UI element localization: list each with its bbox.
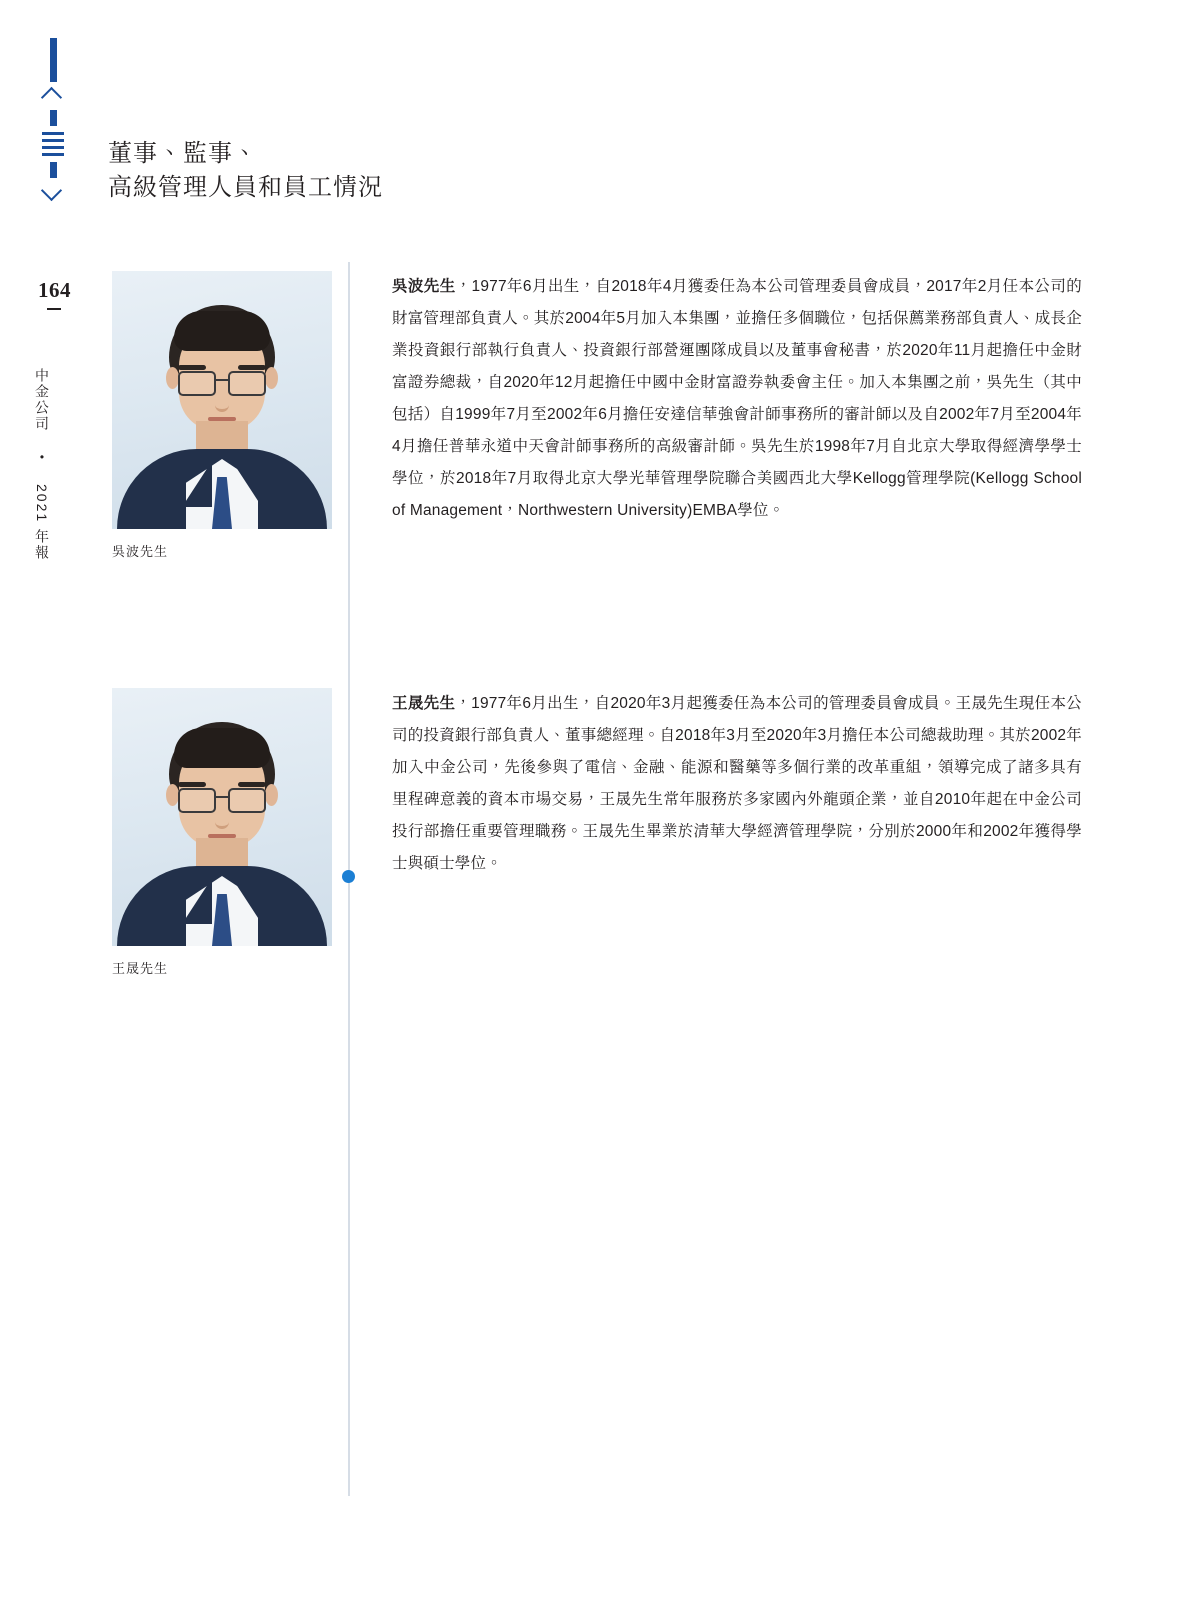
bar-marker-icon <box>50 38 57 82</box>
side-label-separator: • <box>35 450 49 466</box>
side-running-label <box>32 368 52 561</box>
side-label-year: 2021 年報 <box>34 484 50 562</box>
portrait-block <box>112 271 332 560</box>
page-title-line-1: 董事、監事、 <box>108 141 258 167</box>
page-title-line-2: 高級管理人員和員工情況 <box>108 175 383 201</box>
timeline-dot-icon <box>342 870 355 883</box>
bio-person-name: 王晟先生 <box>392 695 456 712</box>
eyeglasses-icon <box>176 788 268 810</box>
rail-icon-group <box>38 38 68 206</box>
bio-person-name: 吳波先生 <box>392 278 456 295</box>
chevron-up-icon <box>42 87 64 105</box>
bar-marker-icon <box>50 162 57 178</box>
side-label-company: 中金公司 <box>34 368 50 432</box>
bio-body-text: ，1977年6月出生，自2018年4月獲委任為本公司管理委員會成員，2017年2月任本公司的財富管理部負責人。其於2004年5月加入本集團，並擔任多個職位，包括保薦業務部負責人、成長企業投資銀行部執行負責人、投資銀行部營運團隊成員以及董事會秘書，於2020年11月起擔任中金財富證券總裁，自2020年12月起擔任中國中金財富證券執委會主任。加入本集團之前，吳先生（其中包括）自1999年7月至2002年6月擔任安達信華強會計師事務所的審計師以及自2002年7月至2004年4月擔任普華永道中天會計師事務所的高級審計師。吳先生於1998年7月自北京大學取得經濟學學士學位，於2018年7月取得北京大學光華管理學院聯合美國西北大學Kellogg管理學院(Kellogg School of Management，Northwestern University)EMBA學位。 <box>392 278 1082 519</box>
portrait-caption: 吳波先生 <box>112 544 169 559</box>
bar-marker-icon <box>50 110 57 126</box>
left-rail <box>0 0 100 1615</box>
chevron-down-icon <box>42 183 64 201</box>
bio-body-text: ，1977年6月出生，自2020年3月起獲委任為本公司的管理委員會成員。王晟先生現任本公司的投資銀行部負責人、董事總經理。自2018年3月至2020年3月擔任本公司總裁助理。其於2002年加入中金公司，先後參與了電信、金融、能源和醫藥等多個行業的改革重組，領導完成了諸多具有里程碑意義的資本市場交易，王晟先生常年服務於多家國內外龍頭企業，並自2010年起在中金公司投行部擔任重要管理職務。王晟先生畢業於清華大學經濟管理學院，分別於2000年和2002年獲得學士與碩士學位。 <box>392 695 1082 872</box>
bio-paragraph <box>392 271 1082 527</box>
portrait-block <box>112 688 332 977</box>
page-number: 164 <box>38 278 71 302</box>
page-number-rule <box>47 308 61 310</box>
portrait-caption: 王晟先生 <box>112 961 169 976</box>
portrait-photo <box>112 688 332 946</box>
eyeglasses-icon <box>176 371 268 393</box>
portrait-photo <box>112 271 332 529</box>
menu-lines-icon <box>42 132 64 156</box>
bio-paragraph <box>392 688 1082 880</box>
page-title <box>108 137 383 205</box>
